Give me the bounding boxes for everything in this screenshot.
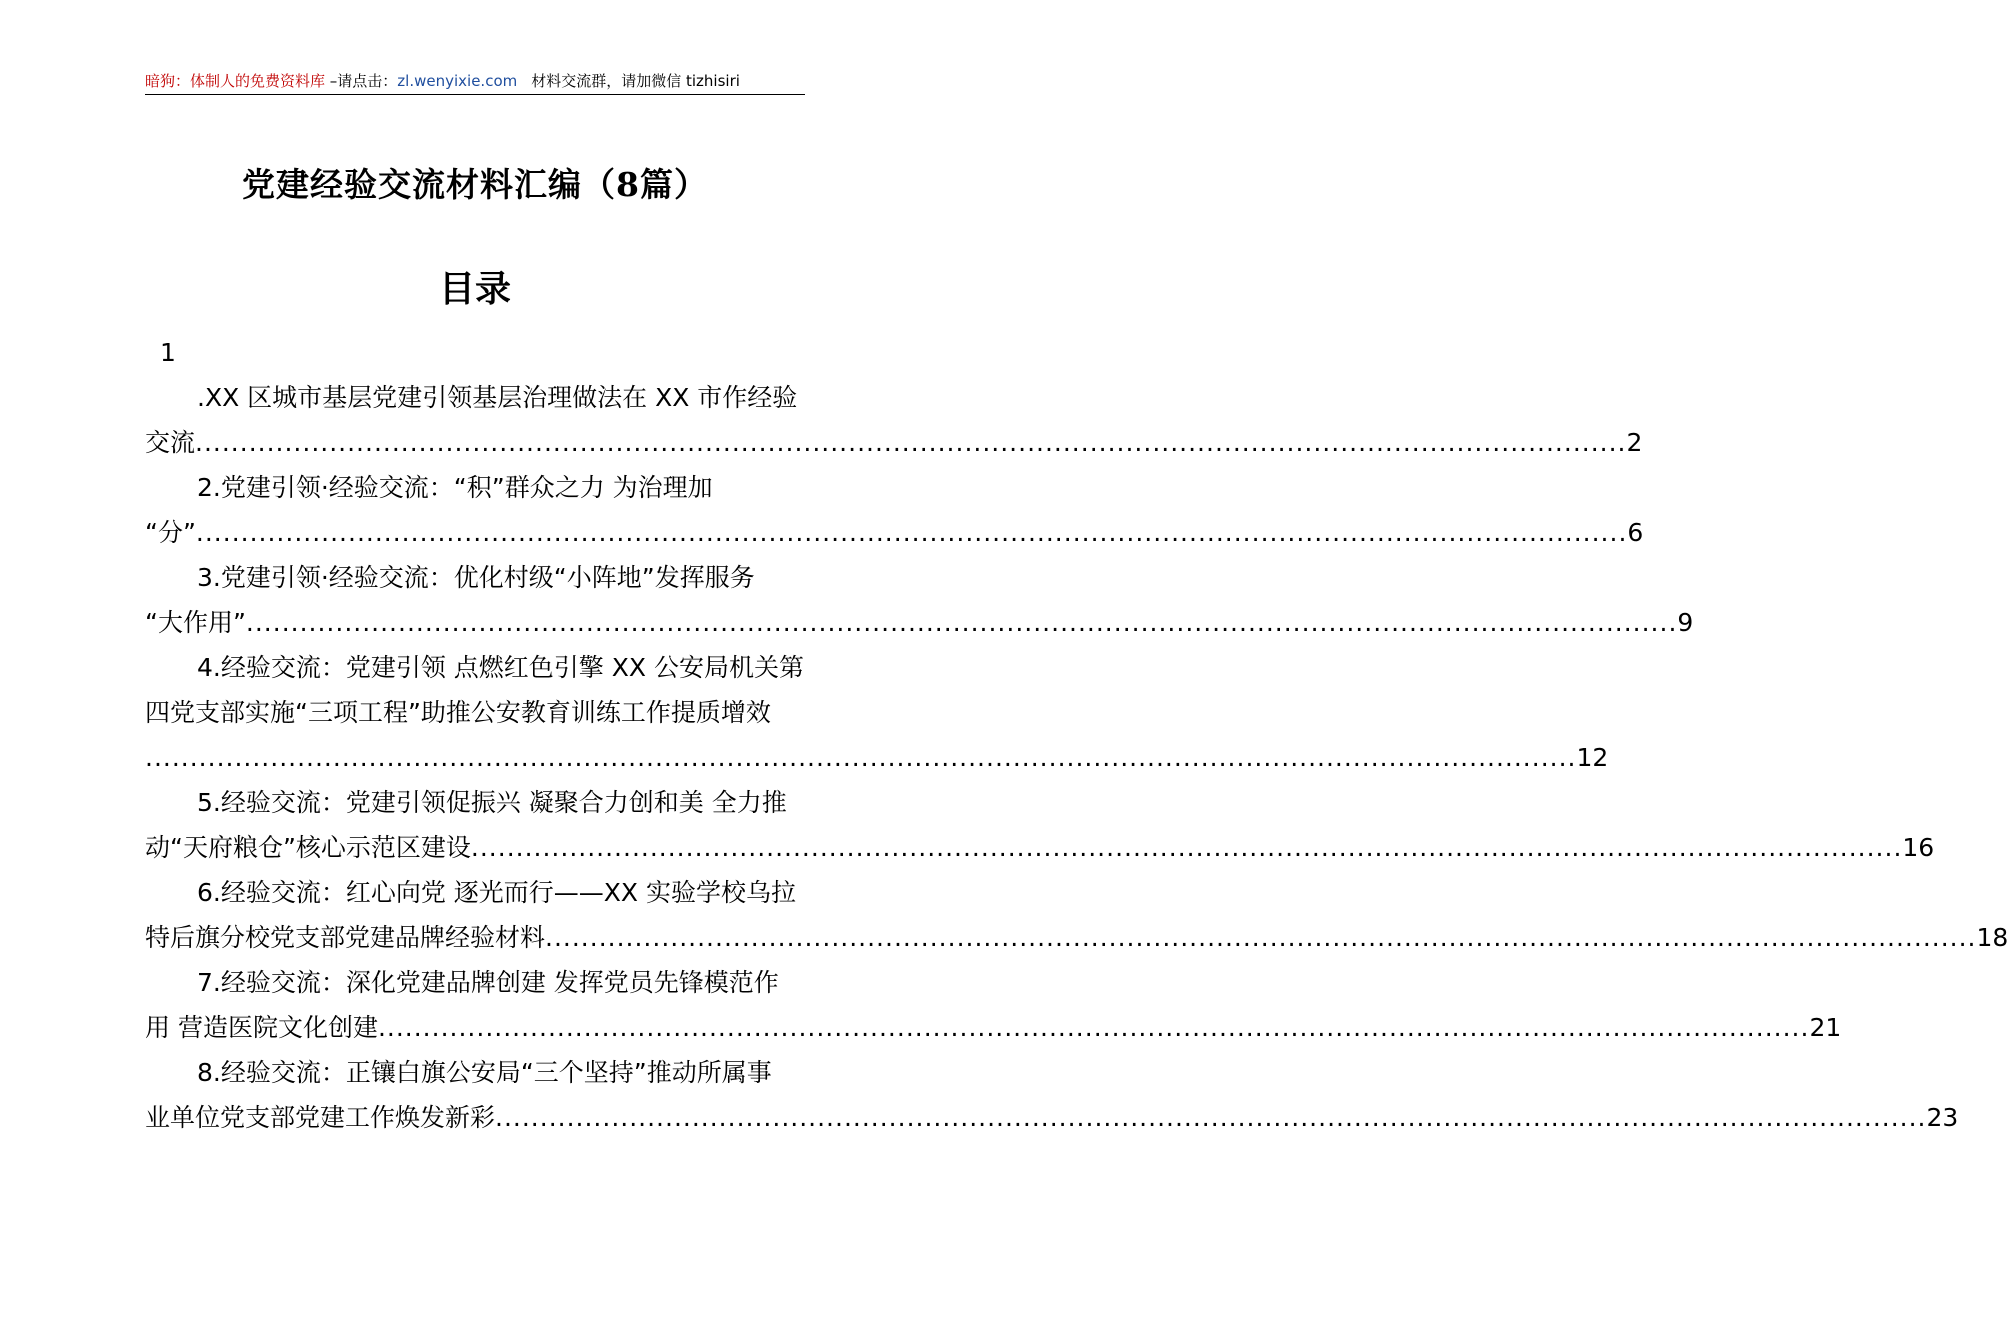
- toc-entry-text: 5.经验交流：党建引领促振兴 凝聚合力创和美 全力推: [197, 788, 787, 817]
- toc-dot-leader: ................................................................................................................................................................: [245, 608, 1678, 637]
- toc-entry-last-line: [145, 510, 1644, 555]
- toc-entry[interactable]: [145, 375, 1643, 465]
- toc-entry-last-line: [145, 1005, 1842, 1050]
- toc-page-number: 21: [1809, 1013, 1842, 1042]
- toc-entry-text: “分”: [145, 518, 196, 547]
- toc-entry-text: 四党支部实施“三项工程”助推公安教育训练工作提质增效: [145, 698, 771, 727]
- toc-page-number: 23: [1926, 1103, 1959, 1132]
- toc-entry-line: [145, 960, 805, 1005]
- toc-stray-number: 1: [160, 338, 176, 367]
- toc-dot-leader: ................................................................................................................................................................: [195, 428, 1627, 457]
- toc-entry-text: 业单位党支部党建工作焕发新彩: [145, 1103, 496, 1132]
- toc-entry-last-line: [145, 1095, 1959, 1140]
- toc-entry[interactable]: [145, 870, 2008, 960]
- header-click-prompt: –请点击：: [325, 72, 398, 90]
- toc-entry-text: “大作用”: [145, 608, 246, 637]
- toc-entry-last-line: [145, 600, 1694, 645]
- page-header: [145, 68, 805, 95]
- toc-entry-text: 6.经验交流：红心向党 逐光而行——XX 实验学校乌拉: [197, 878, 797, 907]
- toc-page-number: 18: [1976, 923, 2008, 952]
- toc-heading: 目录: [438, 268, 511, 310]
- toc-entry-text: 动“天府粮仓”核心示范区建设: [145, 833, 471, 862]
- toc-page-number: 9: [1677, 608, 1694, 637]
- document-title: 党建经验交流材料汇编（8篇）: [242, 165, 708, 204]
- toc-entry-text: 交流: [145, 428, 196, 457]
- toc-entry-line: [145, 690, 805, 735]
- toc-entry-line: [145, 780, 805, 825]
- toc-entry-line: [145, 555, 805, 600]
- toc-list: [145, 330, 2008, 1140]
- toc-entry-text: 3.党建引领·经验交流：优化村级“小阵地”发挥服务: [197, 563, 755, 592]
- toc-entry[interactable]: [145, 960, 1842, 1050]
- toc-page-number: 6: [1627, 518, 1644, 547]
- toc-entry-line: [145, 870, 805, 915]
- toc-entry-last-line: [145, 915, 2008, 960]
- toc-entry-text: 4.经验交流：党建引领 点燃红色引擎 XX 公安局机关第: [197, 653, 804, 682]
- toc-dot-leader: ................................................................................................................................................................: [495, 1103, 1927, 1132]
- toc-entry[interactable]: [145, 555, 1694, 645]
- toc-entry-last-line: [145, 735, 1609, 780]
- toc-entry-text: 特后旗分校党支部党建品牌经验材料: [145, 923, 546, 952]
- toc-page-number: 16: [1902, 833, 1935, 862]
- toc-entry-text: 8.经验交流：正镶白旗公安局“三个坚持”推动所属事: [197, 1058, 772, 1087]
- toc-entry[interactable]: [145, 465, 1644, 555]
- toc-entry-line: [145, 375, 805, 420]
- toc-entry-line: [145, 645, 805, 690]
- header-brand: 暗狗：体制人的免费资料库: [145, 72, 326, 90]
- toc-page-number: 2: [1626, 428, 1643, 457]
- toc-entry[interactable]: [145, 1050, 1959, 1140]
- toc-entry-last-line: [145, 420, 1643, 465]
- toc-entry-line: [145, 1050, 805, 1095]
- toc-entry-text: 7.经验交流：深化党建品牌创建 发挥党员先锋模范作: [197, 968, 779, 997]
- toc-entry-text: 用 营造医院文化创建: [145, 1013, 378, 1042]
- toc-entry[interactable]: [145, 780, 1935, 870]
- toc-entry-line: [145, 465, 805, 510]
- toc-page-number: 12: [1576, 743, 1609, 772]
- toc-dot-leader: ................................................................................................................................................................: [545, 923, 1977, 952]
- toc-dot-leader: ................................................................................................................................................................: [377, 1013, 1810, 1042]
- toc-dot-leader: ................................................................................................................................................................: [470, 833, 1903, 862]
- toc-entry-text: .XX 区城市基层党建引领基层治理做法在 XX 市作经验: [197, 383, 798, 412]
- toc-dot-leader: ................................................................................................................................................................: [195, 518, 1628, 547]
- toc-entry[interactable]: [145, 645, 1609, 780]
- toc-dot-leader: ................................................................................................................................................................: [145, 743, 1577, 772]
- toc-entry-last-line: [145, 825, 1935, 870]
- toc-entry-text: 2.党建引领·经验交流：“积”群众之力 为治理加: [197, 473, 713, 502]
- header-url-link[interactable]: zl.wenyixie.com: [397, 72, 518, 90]
- header-wechat-note: 材料交流群，请加微信 tizhisiri: [531, 72, 740, 90]
